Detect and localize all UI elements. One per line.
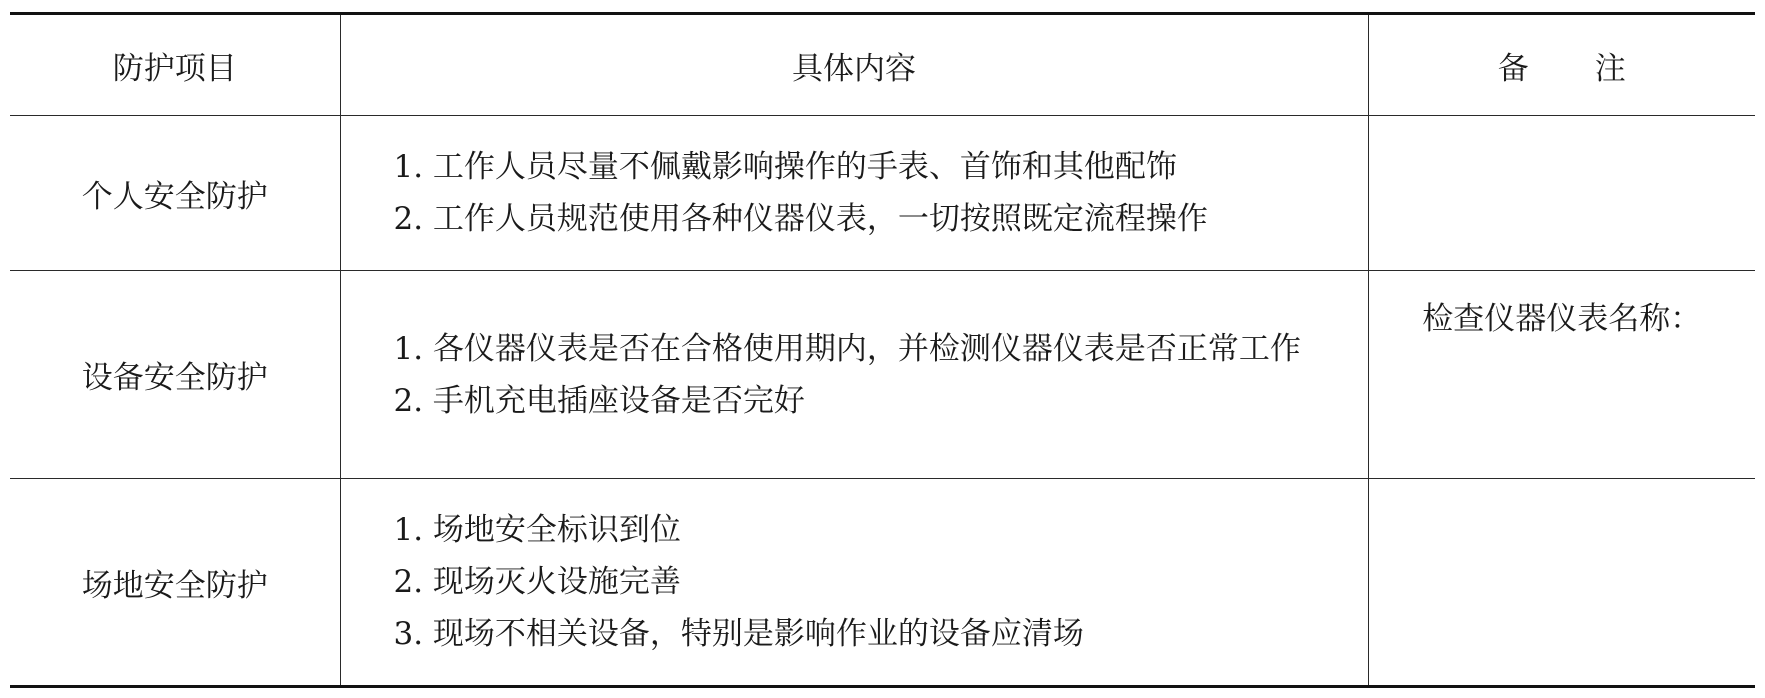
content-line: 2. 现场灭火设施完善 [393,564,681,600]
row-item-label: 场地安全防护 [10,479,340,687]
row-remark [1368,479,1755,687]
row-content [340,116,1368,271]
row-content [340,479,1368,687]
row-item-label: 设备安全防护 [10,271,340,479]
table-row [10,479,1755,687]
header-content: 具体内容 [340,14,1368,116]
content-line: 1. 场地安全标识到位 [393,512,681,548]
table-header-row [10,14,1755,116]
row-remark [1368,116,1755,271]
content-line: 2. 工作人员规范使用各种仪器仪表，一切按照既定流程操作 [393,201,1208,237]
table-row [10,271,1755,479]
safety-protection-table [10,12,1755,688]
header-item: 防护项目 [10,14,340,116]
content-line: 3. 现场不相关设备，特别是影响作业的设备应清场 [393,616,1084,652]
content-line: 2. 手机充电插座设备是否完好 [393,382,805,419]
row-item-label: 个人安全防护 [10,116,340,271]
content-line: 1. 各仪器仪表是否在合格使用期内，并检测仪器仪表是否正常工作 [393,330,1301,367]
header-remark [1368,14,1755,116]
header-remark-right: 注 [1594,50,1626,87]
row-content [340,271,1368,479]
content-line: 1. 工作人员尽量不佩戴影响操作的手表、首饰和其他配饰 [393,149,1177,185]
table-row [10,116,1755,271]
row-remark: 检查仪器仪表名称： [1368,271,1755,479]
header-remark-left: 备 [1497,50,1529,87]
